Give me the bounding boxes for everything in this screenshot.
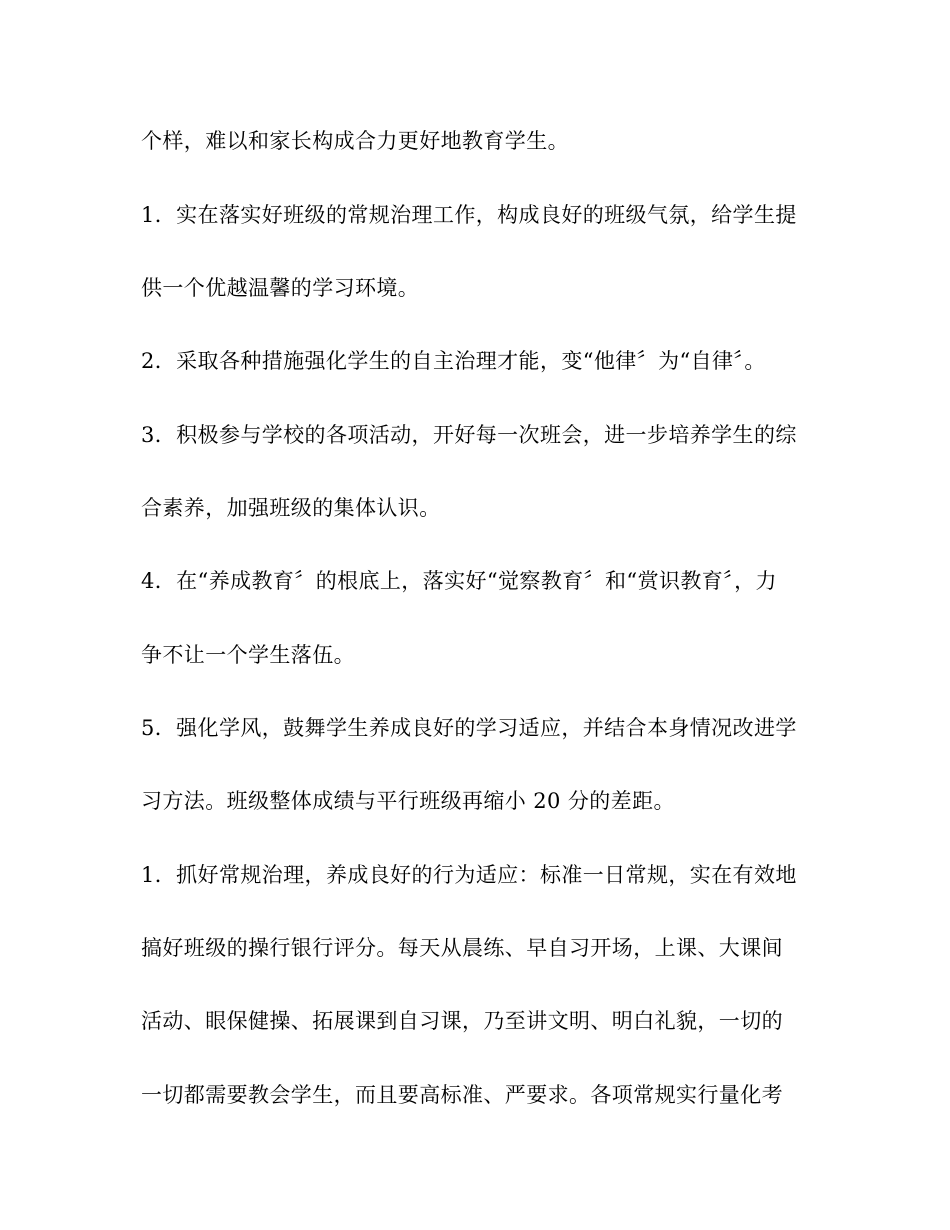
text-line: 4．在“养成教育〞的根底上，落实好“觉察教育〞和“赏识教育〞，力 bbox=[141, 569, 777, 593]
text-line: 2．采取各种措施强化学生的自主治理才能，变“他律〞为“自律〞。 bbox=[141, 349, 766, 373]
text-line: 合素养，加强班级的集体认识。 bbox=[141, 496, 441, 520]
text-line: 争不让一个学生落伍。 bbox=[141, 643, 355, 667]
text-line: 1．实在落实好班级的常规治理工作，构成良好的班级气氛，给学生提 bbox=[141, 203, 797, 227]
text-line: 个样，难以和家长构成合力更好地教育学生。 bbox=[141, 129, 569, 153]
text-line: 活动、眼保健操、拓展课到自习课，乃至讲文明、明白礼貌，一切的 bbox=[141, 1009, 783, 1033]
text-line: 5．强化学风，鼓舞学生养成良好的学习适应，并结合本身情况改进学 bbox=[141, 716, 797, 740]
text-line: 搞好班级的操行银行评分。每天从晨练、早自习开场，上课、大课间 bbox=[141, 936, 783, 960]
text-line: 1．抓好常规治理，养成良好的行为适应：标准一日常规，实在有效地 bbox=[141, 863, 797, 887]
text-line: 3．积极参与学校的各项活动，开好每一次班会，进一步培养学生的综 bbox=[141, 423, 797, 447]
text-line: 一切都需要教会学生，而且要高标准、严要求。各项常规实行量化考 bbox=[141, 1083, 783, 1107]
text-line: 习方法。班级整体成绩与平行班级再缩小 20 分的差距。 bbox=[141, 789, 675, 813]
text-line: 供一个优越温馨的学习环境。 bbox=[141, 276, 420, 300]
